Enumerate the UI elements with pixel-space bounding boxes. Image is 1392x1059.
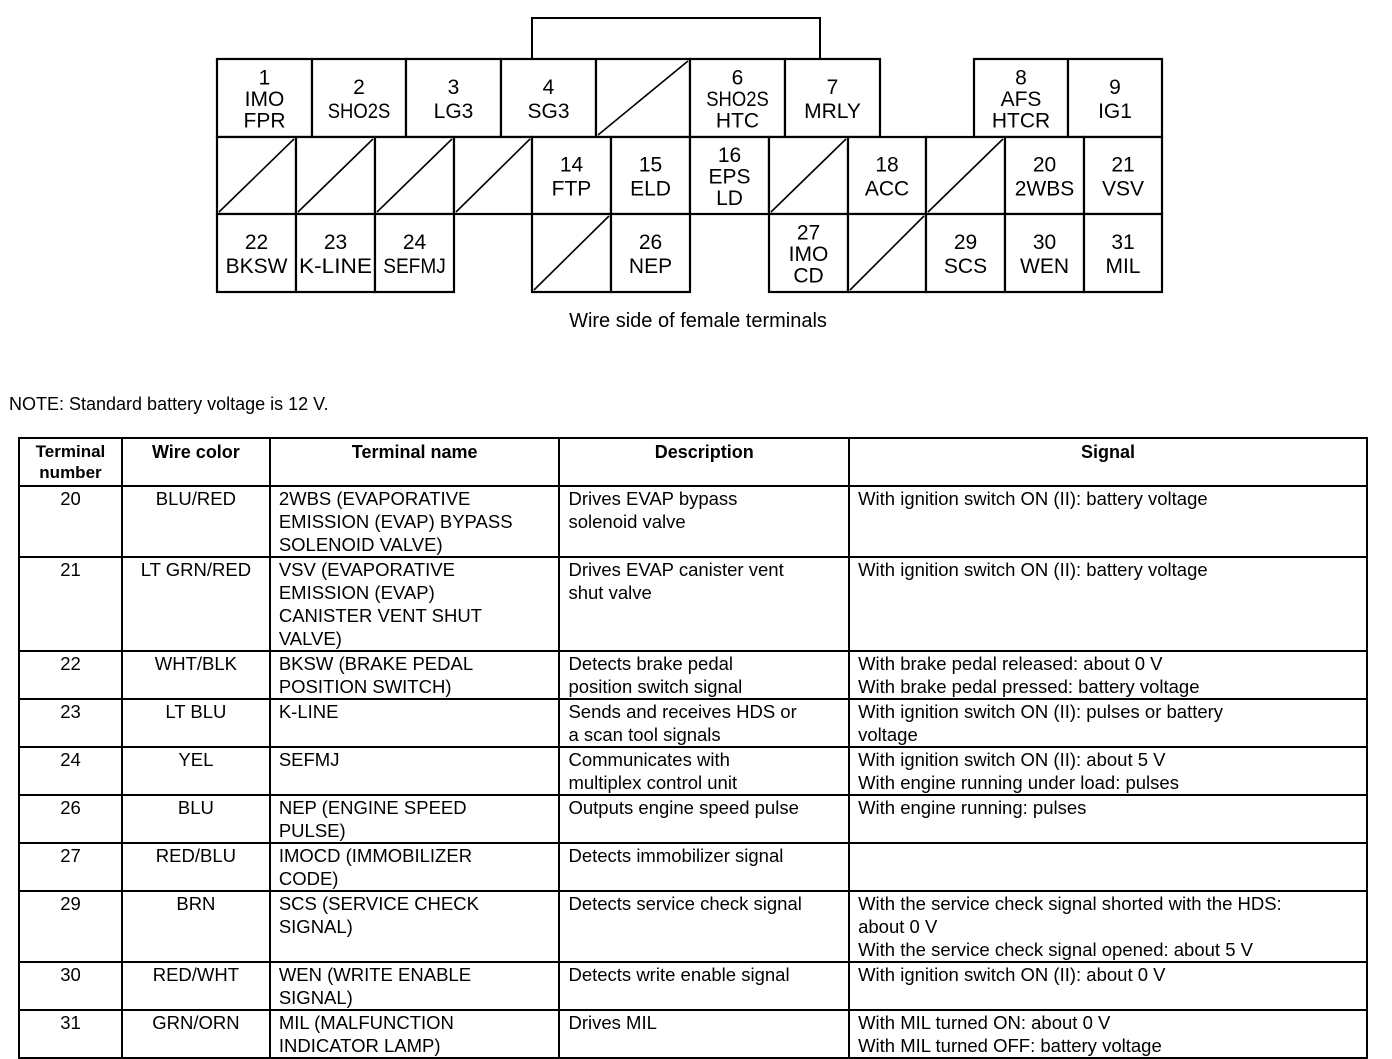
- terminal-number: 2: [353, 76, 365, 99]
- terminal-label: BKSW: [225, 255, 288, 278]
- cell-description: Sends and receives HDS or a scan tool signals: [559, 699, 849, 747]
- terminal-label: LD: [716, 187, 743, 210]
- table-row: [19, 747, 1367, 795]
- terminal-label: ACC: [864, 177, 910, 201]
- cell-description: Detects service check signal: [559, 891, 849, 962]
- connector-terminal-8: [974, 59, 1068, 137]
- terminal-number: 4: [542, 76, 555, 99]
- cell-terminal-name: NEP (ENGINE SPEED PULSE): [270, 795, 560, 843]
- cell-wire-color: BLU/RED: [122, 486, 270, 557]
- terminal-number: 24: [402, 231, 427, 254]
- cell-wire-color: LT BLU: [122, 699, 270, 747]
- cell-signal: With ignition switch ON (II): battery voltage: [849, 486, 1367, 557]
- connector-terminal-16: [690, 137, 769, 214]
- cell-terminal-number: 30: [19, 962, 122, 1010]
- cell-description: Detects brake pedal position switch signal: [559, 651, 849, 699]
- terminal-number: 9: [1109, 76, 1121, 99]
- cell-wire-color: RED/WHT: [122, 962, 270, 1010]
- cell-terminal-number: 21: [19, 557, 122, 651]
- terminal-label: SEFMJ: [383, 255, 446, 278]
- cell-description: Communicates with multiplex control unit: [559, 747, 849, 795]
- terminal-label: SHO2S: [706, 88, 769, 111]
- terminal-number: 15: [638, 153, 663, 177]
- pinout-table: [18, 437, 1368, 1059]
- note-text: NOTE: Standard battery voltage is 12 V.: [9, 394, 329, 414]
- terminal-label: MRLY: [804, 100, 861, 123]
- terminal-label: 2WBS: [1014, 177, 1075, 201]
- terminal-label: IG1: [1098, 100, 1132, 123]
- cell-terminal-name: VSV (EVAPORATIVE EMISSION (EVAP) CANISTER VENT SHUT VALVE): [270, 557, 560, 651]
- cell-terminal-name: SEFMJ: [270, 747, 560, 795]
- cell-description: Outputs engine speed pulse: [559, 795, 849, 843]
- connector-unused-cavity: [375, 137, 454, 214]
- table-row: [19, 843, 1367, 891]
- connector-terminal-26: [611, 214, 690, 292]
- terminal-label: HTCR: [991, 109, 1051, 133]
- cell-terminal-name: IMOCD (IMMOBILIZER CODE): [270, 843, 560, 891]
- table-row: [19, 699, 1367, 747]
- connector-terminal-27: [769, 214, 848, 292]
- cell-signal: With ignition switch ON (II): pulses or battery voltage: [849, 699, 1367, 747]
- cell-wire-color: LT GRN/RED: [122, 557, 270, 651]
- terminal-label: CD: [793, 264, 824, 288]
- terminal-label: MIL: [1105, 255, 1141, 278]
- connector-unused-cavity: [296, 137, 375, 214]
- cell-terminal-number: 29: [19, 891, 122, 962]
- terminal-label: EPS: [708, 165, 751, 189]
- table-row: [19, 651, 1367, 699]
- table-row: [19, 891, 1367, 962]
- terminal-label: FTP: [551, 177, 592, 201]
- connector-terminal-31: [1084, 214, 1162, 292]
- cell-description: Detects write enable signal: [559, 962, 849, 1010]
- cell-terminal-name: MIL (MALFUNCTION INDICATOR LAMP): [270, 1010, 560, 1058]
- terminal-number: 20: [1032, 153, 1057, 177]
- cell-signal: With ignition switch ON (II): battery voltage: [849, 557, 1367, 651]
- terminal-number: 30: [1032, 231, 1057, 254]
- connector-terminal-30: [1005, 214, 1084, 292]
- terminal-number: 6: [731, 66, 744, 90]
- cell-signal: With engine running: pulses: [849, 795, 1367, 843]
- cell-wire-color: BLU: [122, 795, 270, 843]
- connector-terminal-14: [532, 137, 611, 214]
- cell-terminal-number: 31: [19, 1010, 122, 1058]
- connector-terminal-6: [690, 59, 785, 137]
- terminal-label: K-LINE: [299, 255, 372, 278]
- terminal-number: 26: [638, 231, 663, 254]
- cell-signal: With the service check signal shorted with the HDS: about 0 V With the service check signal opened: about 5 V: [849, 891, 1367, 962]
- header-terminal-name: Terminal name: [270, 438, 560, 486]
- terminal-label: LG3: [433, 100, 474, 123]
- terminal-number: 22: [244, 231, 269, 254]
- table-header-row: [19, 438, 1367, 486]
- terminal-number: 21: [1111, 153, 1135, 177]
- terminal-number: 31: [1111, 231, 1135, 254]
- connector-caption: [0, 310, 1392, 333]
- connector-terminal-4: [501, 59, 596, 137]
- header-terminal-number: Terminal number: [19, 438, 122, 486]
- table-row: [19, 486, 1367, 557]
- cell-wire-color: YEL: [122, 747, 270, 795]
- terminal-number: 29: [953, 231, 978, 254]
- cell-terminal-name: BKSW (BRAKE PEDAL POSITION SWITCH): [270, 651, 560, 699]
- terminal-number: 1: [258, 66, 271, 90]
- cell-signal: [849, 843, 1367, 891]
- cell-terminal-name: SCS (SERVICE CHECK SIGNAL): [270, 891, 560, 962]
- connector-latch: [532, 18, 820, 59]
- connector-terminal-23: [296, 214, 375, 292]
- cell-terminal-number: 27: [19, 843, 122, 891]
- cell-terminal-name: 2WBS (EVAPORATIVE EMISSION (EVAP) BYPASS SOLENOID VALVE): [270, 486, 560, 557]
- connector-terminal-1: [217, 59, 312, 137]
- cell-description: Drives EVAP bypass solenoid valve: [559, 486, 849, 557]
- connector-terminal-15: [611, 137, 690, 214]
- table-row: [19, 1010, 1367, 1058]
- header-wire-color: Wire color: [122, 438, 270, 486]
- connector-terminal-18: [848, 137, 926, 214]
- table-row: [19, 557, 1367, 651]
- cell-terminal-name: K-LINE: [270, 699, 560, 747]
- terminal-label: IMO: [244, 88, 285, 111]
- terminal-label: IMO: [788, 243, 829, 266]
- cell-wire-color: GRN/ORN: [122, 1010, 270, 1058]
- terminal-label: FPR: [243, 109, 286, 133]
- header-description: Description: [559, 438, 849, 486]
- connector-terminal-20: [1005, 137, 1084, 214]
- cell-description: Drives MIL: [559, 1010, 849, 1058]
- cell-description: Drives EVAP canister vent shut valve: [559, 557, 849, 651]
- terminal-number: 23: [323, 231, 348, 254]
- cell-wire-color: RED/BLU: [122, 843, 270, 891]
- terminal-number: 16: [717, 144, 742, 167]
- cell-terminal-number: 20: [19, 486, 122, 557]
- terminal-number: 7: [826, 76, 839, 99]
- connector-unused-cavity: [926, 137, 1005, 214]
- cell-terminal-name: WEN (WRITE ENABLE SIGNAL): [270, 962, 560, 1010]
- terminal-label: WEN: [1020, 255, 1069, 278]
- terminal-label: SHO2S: [327, 100, 391, 123]
- header-signal: Signal: [849, 438, 1367, 486]
- terminal-label: SG3: [527, 100, 570, 123]
- terminal-label: AFS: [1000, 88, 1042, 111]
- cell-wire-color: BRN: [122, 891, 270, 962]
- connector-terminal-9: [1068, 59, 1162, 137]
- connector-caption-text: Wire side of female terminals: [569, 310, 827, 332]
- cell-signal: With ignition switch ON (II): about 5 V With engine running under load: pulses: [849, 747, 1367, 795]
- connector-terminal-21: [1084, 137, 1162, 214]
- connector-unused-cavity: [769, 137, 848, 214]
- cell-terminal-number: 23: [19, 699, 122, 747]
- connector-unused-cavity: [217, 137, 296, 214]
- connector-unused-cavity: [454, 137, 532, 214]
- terminal-label: HTC: [715, 109, 760, 133]
- cell-description: Detects immobilizer signal: [559, 843, 849, 891]
- terminal-label: ELD: [630, 177, 671, 201]
- terminal-number: 3: [447, 76, 460, 99]
- table-body: [19, 486, 1367, 1058]
- connector-terminal-24: [375, 214, 454, 292]
- table-row: [19, 962, 1367, 1010]
- cell-terminal-number: 26: [19, 795, 122, 843]
- connector-terminal-7: [785, 59, 880, 137]
- connector-terminal-29: [926, 214, 1005, 292]
- terminal-label: NEP: [628, 255, 673, 278]
- cell-terminal-number: 24: [19, 747, 122, 795]
- cell-signal: With brake pedal released: about 0 V With brake pedal pressed: battery voltage: [849, 651, 1367, 699]
- terminal-label: SCS: [943, 255, 988, 278]
- cell-wire-color: WHT/BLK: [122, 651, 270, 699]
- terminal-number: 14: [559, 153, 584, 177]
- connector-terminal-3: [406, 59, 501, 137]
- terminal-number: 27: [796, 221, 821, 245]
- terminal-label: VSV: [1101, 177, 1145, 201]
- connector-diagram: [0, 0, 1392, 300]
- connector-unused-cavity: [596, 59, 690, 137]
- cell-signal: With ignition switch ON (II): about 0 V: [849, 962, 1367, 1010]
- connector-terminal-22: [217, 214, 296, 292]
- cell-signal: With MIL turned ON: about 0 V With MIL turned OFF: battery voltage: [849, 1010, 1367, 1058]
- table-row: [19, 795, 1367, 843]
- connector-unused-cavity: [848, 214, 926, 292]
- connector-unused-cavity: [532, 214, 611, 292]
- terminal-number: 18: [875, 153, 899, 177]
- connector-terminal-2: [312, 59, 406, 137]
- terminal-number: 8: [1015, 66, 1027, 90]
- cell-terminal-number: 22: [19, 651, 122, 699]
